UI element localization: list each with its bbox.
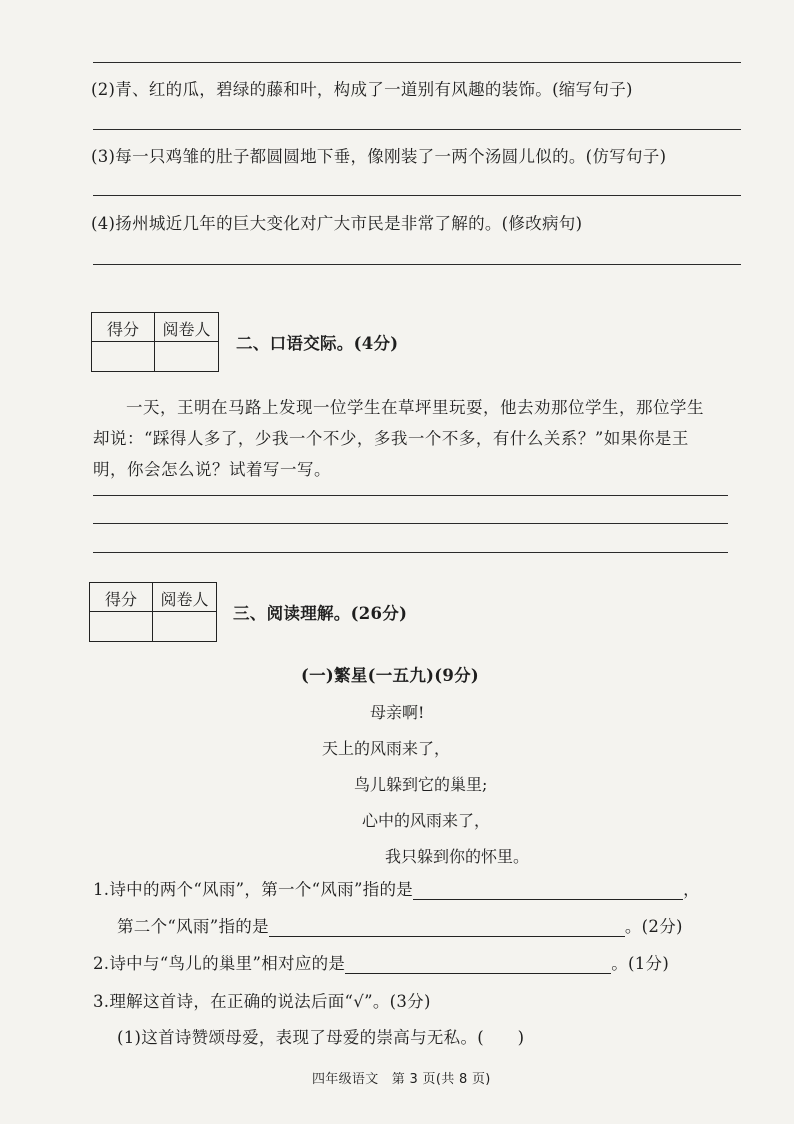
reading-question-3: 3.理解这首诗，在正确的说法后面“√”。(3分) (93, 992, 431, 1011)
poem-line-2: 天上的风雨来了， (322, 739, 451, 758)
reading-question-1-part2 (117, 913, 683, 937)
reading-question-2-label: 2.诗中与“鸟儿的巢里”相对应的是 (93, 954, 346, 973)
answer-line[interactable] (93, 523, 728, 524)
reading-subheading: (一)繁星(一五九)(9分) (301, 666, 480, 685)
answer-blank[interactable] (413, 881, 683, 900)
answer-blank[interactable] (269, 918, 625, 937)
answer-line[interactable] (93, 62, 741, 63)
page-footer: 四年级语文 第 3 页(共 8 页) (312, 1072, 491, 1087)
poem-line-4: 心中的风雨来了， (362, 811, 491, 830)
poem-line-3: 鸟儿躲到它的巢里; (354, 775, 488, 794)
reading-question-1-label: 1.诗中的两个“风雨”，第一个“风雨”指的是 (93, 880, 414, 899)
reading-question-3-item-1[interactable]: (1)这首诗赞颂母爱，表现了母爱的崇高与无私。( ) (117, 1028, 525, 1047)
section-2-heading: 二、口语交际。(4分) (236, 334, 399, 353)
score-box (89, 582, 217, 642)
comma: ， (683, 880, 700, 899)
score-box (91, 312, 219, 372)
answer-blank[interactable] (345, 955, 611, 974)
reading-question-1 (93, 876, 700, 900)
points: 。(1分) (611, 954, 670, 973)
answer-line[interactable] (93, 495, 728, 496)
section-2-passage: 一天，王明在马路上发现一位学生在草坪里玩耍，他去劝那位学生，那位学生却说：“踩得人多了，少我一个不少，多我一个不多，有什么关系？”如果你是王明，你会怎么说？试着写一写。 (93, 398, 704, 479)
answer-line[interactable] (93, 195, 741, 196)
grader-label: 阅卷人 (162, 320, 211, 339)
question-4-text: (4)扬州城近几年的巨大变化对广大市民是非常了解的。(修改病句) (91, 214, 583, 233)
reading-question-1-label-2: 第二个“风雨”指的是 (117, 917, 269, 936)
answer-line[interactable] (93, 129, 741, 130)
poem-line-5: 我只躲到你的怀里。 (385, 847, 530, 866)
grader-label: 阅卷人 (160, 590, 209, 609)
answer-line[interactable] (93, 264, 741, 265)
score-label: 得分 (106, 320, 139, 339)
question-3-text: (3)每一只鸡雏的肚子都圆圆地下垂，像刚装了一两个汤圆儿似的。(仿写句子) (91, 147, 667, 166)
question-2-text: (2)青、红的瓜，碧绿的藤和叶，构成了一道别有风趣的装饰。(缩写句子) (91, 80, 633, 99)
section-3-heading: 三、阅读理解。(26分) (233, 604, 408, 623)
points: 。(2分) (624, 917, 683, 936)
reading-question-2 (93, 950, 669, 974)
poem-line-1: 母亲啊! (370, 703, 425, 722)
answer-line[interactable] (93, 552, 728, 553)
score-label: 得分 (104, 590, 137, 609)
